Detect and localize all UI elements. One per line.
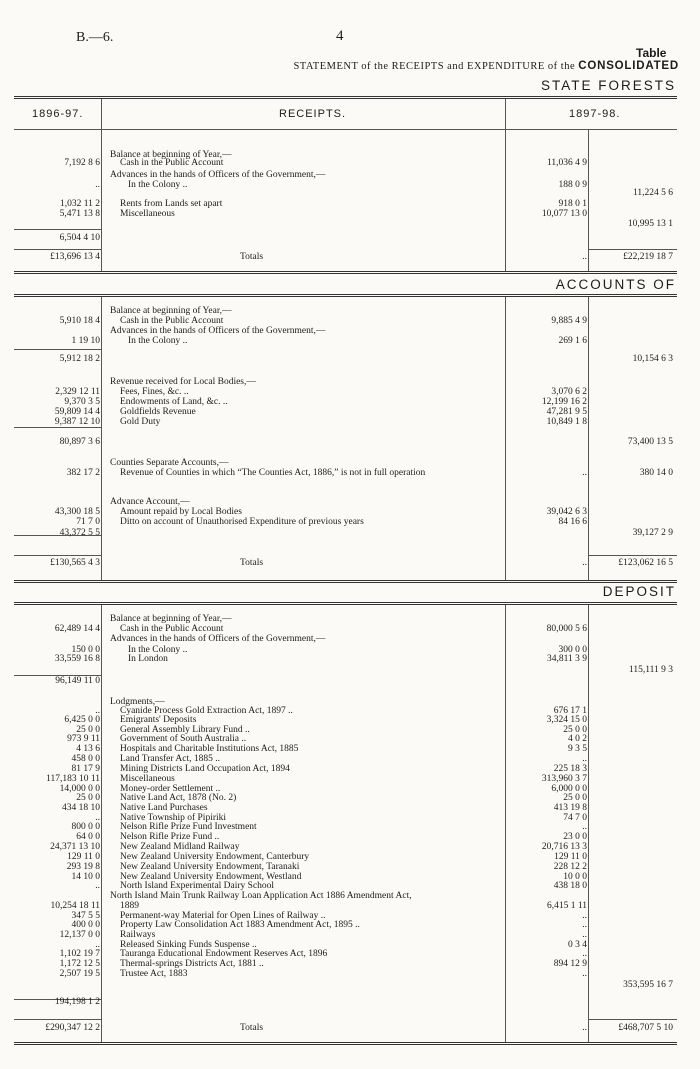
acc-cell-b: Advance Account,— [110, 497, 190, 507]
dep-cell-a: 1,102 19 7 [59, 949, 100, 959]
acc-cell-b: Gold Duty [120, 417, 161, 427]
acc-cell-a: 71 7 0 [76, 517, 100, 527]
dep-cell-a: 347 5 5 [71, 911, 100, 921]
dep-cell-b: Lodgments,— [110, 697, 165, 707]
dep-cell-a: .. [95, 940, 100, 950]
acc-cell-c: 12,199 16 2 [541, 397, 587, 407]
dep-cell-a: 14,000 0 0 [59, 784, 100, 794]
dep-cell-b: 1889 [120, 901, 139, 911]
dep-cell-c: 10 0 0 [563, 872, 587, 882]
dep-cell-a: 25 0 0 [76, 725, 100, 735]
dep-cell-c: .. [582, 1023, 587, 1033]
dep-cell-b: Cash in the Public Account [120, 624, 224, 634]
acc-cell-d: 380 14 0 [639, 468, 673, 478]
dep-cell-c: 225 18 3 [553, 764, 587, 774]
dep-cell-c: .. [582, 754, 587, 764]
column-receipts: RECEIPTS. [279, 108, 347, 120]
sf-cell-c: 918 0 1 [558, 199, 587, 209]
sf-cell-c: 188 0 9 [558, 180, 587, 190]
sf-cell-a: 1,032 11 2 [59, 199, 100, 209]
acc-cell-b: Counties Separate Accounts,— [110, 458, 229, 468]
dep-cell-a: £290,347 12 2 [45, 1023, 100, 1033]
dep-cell-a: 117,183 10 11 [46, 774, 100, 784]
dep-cell-c: 438 18 0 [553, 881, 587, 891]
statement-text: STATEMENT of the RECEIPTS and EXPENDITURE of the [293, 61, 576, 72]
dep-cell-a: 24,371 13 10 [50, 842, 100, 852]
dep-cell-b: New Zealand Midland Railway [120, 842, 240, 852]
dep-cell-a: 10,254 18 11 [50, 901, 100, 911]
dep-cell-c: 3,324 15 0 [546, 715, 587, 725]
acc-cell-d: 39,127 2 9 [632, 528, 673, 538]
dep-cell-c: 313,960 3 7 [541, 774, 587, 784]
dep-cell-a: 81 17 9 [71, 764, 100, 774]
dep-cell-c: 129 11 0 [554, 852, 587, 862]
acc-cell-c: 84 16 6 [558, 517, 587, 527]
dep-cell-b: Railways [120, 930, 156, 940]
statement-bold: CONSOLIDATED [578, 60, 679, 72]
dep-cell-b: Miscellaneous [120, 774, 175, 784]
acc-cell-c: 39,042 6 3 [546, 507, 587, 517]
dep-cell-b: New Zealand University Endowment, Westland [120, 872, 302, 882]
acc-cell-c: 10,849 1 8 [546, 417, 587, 427]
acc-cell-a: 43,300 18 5 [54, 507, 100, 517]
sf-cell-b: Balance at beginning of Year,— [110, 150, 232, 160]
acc-cell-d: £123,062 16 5 [618, 558, 673, 568]
sf-cell-b: Rents from Lands set apart [120, 199, 223, 209]
dep-cell-b: Property Law Consolidation Act 1883 Amendment Act, 1895 .. [120, 920, 360, 930]
dep-cell-d: £468,707 5 10 [618, 1023, 673, 1033]
dep-cell-a: 458 0 0 [71, 754, 100, 764]
dep-cell-c: 25 0 0 [563, 793, 587, 803]
dep-cell-b: Land Transfer Act, 1885 .. [120, 754, 221, 764]
sf-cell-b: Totals [240, 252, 264, 262]
dep-cell-c: .. [582, 911, 587, 921]
sf-cell-a: 5,471 13 8 [59, 209, 100, 219]
dep-cell-a: .. [95, 706, 100, 716]
dep-cell-a: .. [95, 881, 100, 891]
acc-cell-a: 5,912 18 2 [59, 354, 100, 364]
dep-cell-b: Trustee Act, 1883 [120, 969, 188, 979]
accounts-of-title: ACCOUNTS OF [555, 277, 676, 292]
dep-cell-b: Totals [240, 1023, 264, 1033]
dep-cell-a: 96,149 11 0 [55, 676, 100, 686]
acc-cell-a: 59,809 14 4 [54, 407, 100, 417]
acc-cell-b: In the Colony .. [128, 336, 188, 346]
dep-cell-c: 676 17 1 [553, 706, 587, 716]
deposit-title: DEPOSIT [602, 584, 676, 599]
dep-cell-c: 228 12 2 [553, 862, 587, 872]
dep-cell-b: Money-order Settlement .. [120, 784, 221, 794]
dep-cell-b: Released Sinking Funds Suspense .. [120, 940, 257, 950]
dep-cell-c: 80,000 5 6 [546, 624, 587, 634]
acc-cell-a: 43,372 5 5 [59, 528, 100, 538]
dep-cell-a: 62,489 14 4 [54, 624, 100, 634]
dep-cell-a: 64 0 0 [76, 832, 100, 842]
sf-cell-b: In the Colony .. [128, 180, 188, 190]
dep-cell-a: 12,137 0 0 [59, 930, 100, 940]
dep-cell-b: Nelson Rifle Prize Fund Investment [120, 822, 257, 832]
dep-cell-d: 115,111 9 3 [628, 665, 673, 675]
sf-cell-a: £13,696 13 4 [50, 252, 100, 262]
sf-cell-c: 11,036 4 9 [546, 158, 587, 168]
column-right-year: 1897-98. [569, 108, 621, 120]
dep-cell-b: Permanent-way Material for Open Lines of Railway .. [120, 911, 326, 921]
dep-cell-c: 6,000 0 0 [551, 784, 587, 794]
acc-cell-c: 47,281 9 5 [546, 407, 587, 417]
dep-cell-c: .. [582, 969, 587, 979]
dep-cell-a: 6,425 0 0 [64, 715, 100, 725]
dep-cell-b: In London [128, 654, 168, 664]
dep-cell-b: Mining Districts Land Occupation Act, 1894 [120, 764, 290, 774]
dep-cell-a: 14 10 0 [71, 872, 100, 882]
dep-cell-a: 400 0 0 [71, 920, 100, 930]
acc-cell-c: .. [582, 558, 587, 568]
acc-cell-b: Revenue received for Local Bodies,— [110, 377, 256, 387]
sf-cell-c: 10,077 13 0 [541, 209, 587, 219]
dep-cell-a: 434 18 10 [62, 803, 100, 813]
acc-cell-c: .. [582, 468, 587, 478]
dep-cell-c: 894 12 9 [553, 959, 587, 969]
sf-cell-d: 10,995 13 1 [627, 219, 673, 229]
dep-cell-a: 2,507 19 5 [59, 969, 100, 979]
dep-cell-a: 800 0 0 [71, 822, 100, 832]
dep-cell-a: 293 19 8 [66, 862, 100, 872]
dep-cell-c: .. [582, 930, 587, 940]
acc-cell-c: 9,885 4 9 [551, 316, 587, 326]
acc-cell-d: 73,400 13 5 [627, 437, 673, 447]
column-left-year: 1896-97. [32, 108, 84, 120]
sf-cell-b: Advances in the hands of Officers of the Government,— [110, 170, 326, 180]
acc-cell-c: 3,070 6 2 [551, 387, 587, 397]
sf-cell-d: £22,219 18 7 [623, 252, 673, 262]
dep-cell-c: .. [582, 949, 587, 959]
dep-cell-a: 973 9 11 [67, 734, 100, 744]
dep-cell-b: Balance at beginning of Year,— [110, 614, 232, 624]
dep-cell-c: 0 3 4 [568, 940, 587, 950]
dep-cell-c: 23 0 0 [563, 832, 587, 842]
dep-cell-b: Tauranga Educational Endowment Reserves Act, 1896 [120, 949, 328, 959]
acc-cell-b: Fees, Fines, &c. .. [120, 387, 189, 397]
dep-cell-c: 74 7 0 [563, 813, 587, 823]
sf-cell-d: 11,224 5 6 [632, 188, 673, 198]
sf-cell-b: Cash in the Public Account [120, 158, 224, 168]
dep-cell-c: .. [582, 822, 587, 832]
acc-cell-d: 10,154 6 3 [632, 354, 673, 364]
acc-cell-b: Balance at beginning of Year,— [110, 306, 232, 316]
sf-cell-a: 6,504 4 10 [59, 233, 100, 243]
dep-cell-a: 129 11 0 [67, 852, 100, 862]
sf-cell-c: .. [582, 252, 587, 262]
acc-cell-b: Cash in the Public Account [120, 316, 224, 326]
dep-cell-a: 33,559 16 8 [54, 654, 100, 664]
acc-cell-b: Endowments of Land, &c. .. [120, 397, 228, 407]
dep-cell-a: .. [95, 813, 100, 823]
dep-cell-c: 9 3 5 [568, 744, 587, 754]
dep-cell-b: Nelson Rifle Prize Fund .. [120, 832, 220, 842]
fund-title-state-forests: STATE FORESTS [540, 78, 676, 93]
sf-cell-a: 7,192 8 6 [64, 158, 100, 168]
dep-cell-c: 4 0 2 [568, 734, 587, 744]
statement-title [0, 60, 679, 72]
sf-cell-b: Miscellaneous [120, 209, 175, 219]
dep-cell-a: 194,198 1 2 [54, 997, 100, 1007]
dep-cell-b: New Zealand University Endowment, Canterbury [120, 852, 310, 862]
acc-cell-b: Goldfields Revenue [120, 407, 196, 417]
dep-cell-c: 413 19 8 [553, 803, 587, 813]
dep-cell-b: General Assembly Library Fund .. [120, 725, 250, 735]
dep-cell-b: In the Colony .. [128, 645, 188, 655]
table-label: Table [636, 46, 667, 60]
dep-cell-b: North Island Experimental Dairy School [120, 881, 275, 891]
acc-cell-b: Totals [240, 558, 264, 568]
dep-cell-a: 150 0 0 [71, 645, 100, 655]
dep-cell-c: 6,415 1 11 [546, 901, 587, 911]
dep-cell-b: Native Land Purchases [120, 803, 208, 813]
sf-cell-a: .. [95, 180, 100, 190]
dep-cell-a: 1,172 12 5 [59, 959, 100, 969]
acc-cell-a: 9,387 12 10 [54, 417, 100, 427]
dep-cell-c: 25 0 0 [563, 725, 587, 735]
dep-cell-c: .. [582, 920, 587, 930]
page-number: 4 [336, 28, 344, 44]
acc-cell-a: 9,370 3 5 [64, 397, 100, 407]
acc-cell-a: 382 17 2 [66, 468, 100, 478]
dep-cell-c: 20,716 13 3 [541, 842, 587, 852]
acc-cell-a: 2,329 12 11 [55, 387, 100, 397]
dep-cell-c: 34,811 3 9 [546, 654, 587, 664]
dep-cell-b: Native Township of Pipiriki [120, 813, 227, 823]
dep-cell-b: Government of South Australia .. [120, 734, 247, 744]
dep-cell-b: Hospitals and Charitable Institutions Act, 1885 [120, 744, 299, 754]
dep-cell-d: 353,595 16 7 [623, 980, 673, 990]
acc-cell-c: 269 1 6 [558, 336, 587, 346]
dep-cell-b: Emigrants' Deposits [120, 715, 197, 725]
acc-cell-b: Revenue of Counties in which “The Counties Act, 1886,” is not in full operation [120, 468, 426, 478]
document-reference: B.—6. [76, 30, 114, 45]
dep-cell-b: Native Land Act, 1878 (No. 2) [120, 793, 237, 803]
dep-cell-c: 300 0 0 [558, 645, 587, 655]
dep-cell-b: Cyanide Process Gold Extraction Act, 1897 .. [120, 706, 293, 716]
dep-cell-b: North Island Main Trunk Railway Loan Application Act 1886 Amendment Act, [110, 891, 412, 901]
acc-cell-a: 5,910 18 4 [59, 316, 100, 326]
dep-cell-b: New Zealand University Endowment, Taranaki [120, 862, 300, 872]
dep-cell-b: Advances in the hands of Officers of the Government,— [110, 634, 326, 644]
dep-cell-b: Thermal-springs Districts Act, 1881 .. [120, 959, 264, 969]
acc-cell-b: Ditto on account of Unauthorised Expenditure of previous years [120, 517, 364, 527]
acc-cell-a: 80,897 3 6 [59, 437, 100, 447]
dep-cell-a: 25 0 0 [76, 793, 100, 803]
acc-cell-a: 1 19 10 [71, 336, 100, 346]
acc-cell-a: £130,565 4 3 [50, 558, 100, 568]
acc-cell-b: Amount repaid by Local Bodies [120, 507, 242, 517]
acc-cell-b: Advances in the hands of Officers of the Government,— [110, 326, 326, 336]
dep-cell-a: 4 13 6 [76, 744, 100, 754]
